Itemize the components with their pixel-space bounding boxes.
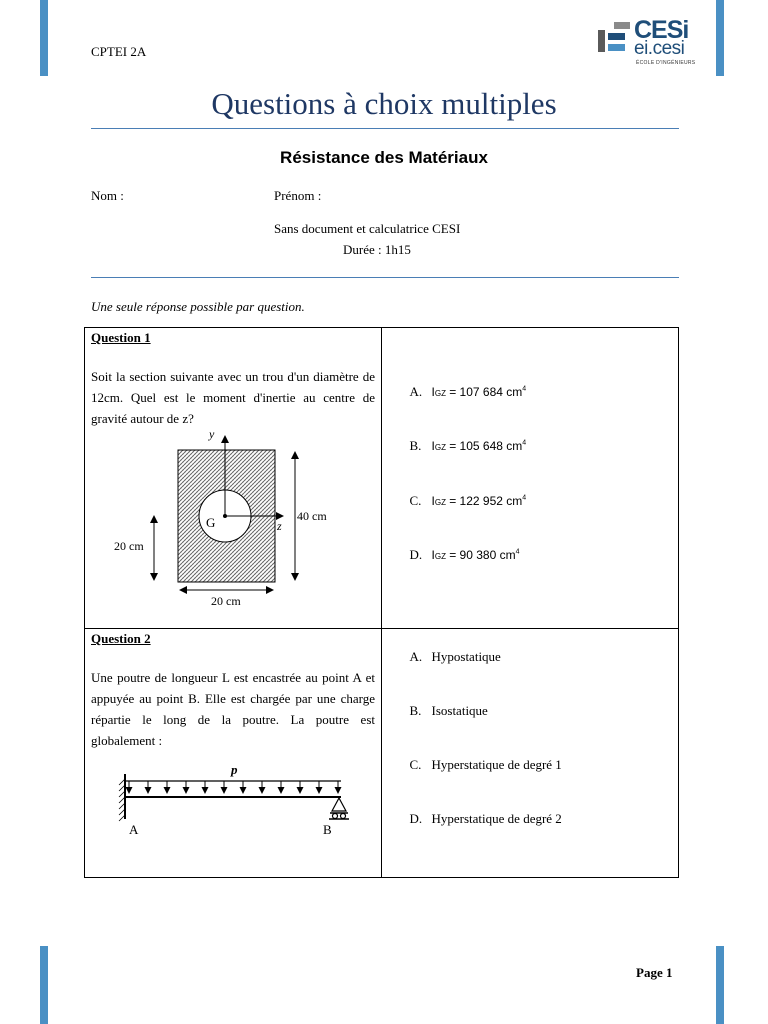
answer-option[interactable]: D. Hyperstatique de degré 2 <box>409 811 562 826</box>
question-text: Une poutre de longueur L est encastrée au point A et appuyée au point B. Elle est chargée par une charge répartie le long de la poutre. La poutre est globalement : <box>91 670 375 748</box>
answers-cell <box>382 328 679 628</box>
top-right-bar <box>716 0 724 76</box>
beam-figure <box>85 759 375 839</box>
title-rule <box>91 128 679 129</box>
left-dimension-label: 20 cm <box>114 539 144 553</box>
answer-option[interactable]: A. IGZ = 107 684 $cm^4$ <box>409 384 527 399</box>
y-axis-label: y <box>209 428 215 441</box>
point-b-label: B <box>323 822 332 837</box>
instruction: Une seule réponse possible par question. <box>91 299 305 314</box>
conditions-line1: Sans document et calculatrice CESI <box>274 221 461 236</box>
nom-field: Nom : <box>91 188 124 203</box>
bottom-dimension-label: 20 cm <box>211 594 241 608</box>
load-label: p <box>231 762 238 777</box>
question-cell <box>85 328 381 628</box>
answer-option[interactable]: A. Hypostatique <box>409 649 501 664</box>
answer-option[interactable]: C. IGZ = 122 952 $cm^4$ <box>409 493 527 508</box>
page-title: Questions à choix multiples <box>211 86 557 121</box>
conditions-line2: Durée : 1h15 <box>343 242 411 257</box>
question-row <box>85 629 679 878</box>
cesi-logo <box>594 18 704 70</box>
logo-mark-icon <box>594 22 634 62</box>
question-text: Soit la section suivante avec un trou d'un diamètre de 12cm. Quel est le moment d'inertie au centre de gravité autour de z? <box>91 369 375 426</box>
answers-cell <box>382 629 679 877</box>
section-rule <box>91 277 679 278</box>
z-axis-label: z <box>277 519 282 533</box>
question-title: Question 2 <box>91 631 151 646</box>
course-label: CPTEI 2A <box>91 44 147 59</box>
answer-option[interactable]: B. IGZ = 105 648 $cm^4$ <box>409 438 527 453</box>
questions-table <box>84 327 679 878</box>
prenom-field: Prénom : <box>274 188 322 203</box>
top-left-bar <box>40 0 48 76</box>
bottom-left-bar <box>40 946 48 1024</box>
answer-option[interactable]: C. Hyperstatique de degré 1 <box>409 757 562 772</box>
question-cell <box>85 629 381 877</box>
subtitle: Résistance des Matériaux <box>280 148 488 167</box>
question-title: Question 1 <box>91 330 151 345</box>
answer-option[interactable]: D. IGZ = 90 380 $cm^4$ <box>409 547 520 562</box>
logo-sub: ei.cesi <box>634 38 685 59</box>
height-label: 40 cm <box>297 509 327 523</box>
answer-option[interactable]: B. Isostatique <box>409 703 488 718</box>
g-label: G <box>206 515 216 530</box>
logo-tagline: ÉCOLE D'INGÉNIEURS <box>636 60 696 66</box>
point-a-label: A <box>129 822 139 837</box>
question-row <box>85 328 679 629</box>
bottom-right-bar <box>716 946 724 1024</box>
logo-brand: CESi <box>634 16 689 44</box>
section-figure <box>85 428 375 618</box>
page-number: Page 1 <box>636 965 673 980</box>
